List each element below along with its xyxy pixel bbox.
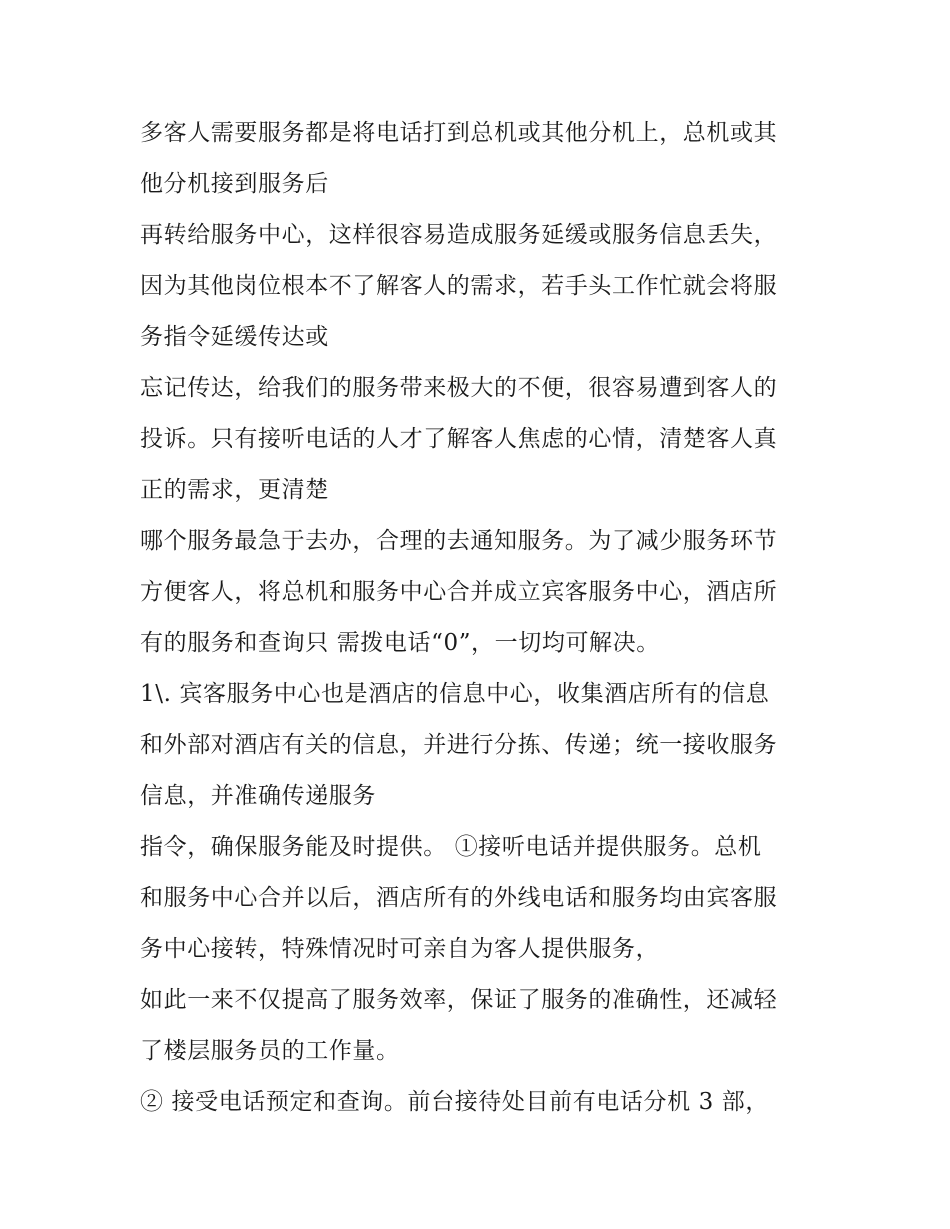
- text-line: 忘记传达，给我们的服务带来极大的不便，很容易遭到客人的: [140, 375, 778, 401]
- text-line: 务指令延缓传达或: [140, 324, 329, 350]
- document-body: [140, 108, 820, 1128]
- text-line: 正的需求，更清楚: [140, 477, 329, 503]
- text-line: 了楼层服务员的工作量。: [140, 1038, 400, 1064]
- text-line: ② 接受电话预定和查询。前台接待处目前有电话分机 3 部，: [140, 1089, 769, 1115]
- text-line: 务中心接转，特殊情况时可亲自为客人提供服务，: [140, 936, 660, 962]
- text-line: 和外部对酒店有关的信息，并进行分拣、传递；统一接收服务: [140, 732, 778, 758]
- text-line: 再转给服务中心，这样很容易造成服务延缓或服务信息丢失，: [140, 222, 778, 248]
- text-line: 投诉。只有接听电话的人才了解客人焦虑的心情，清楚客人真: [140, 426, 778, 452]
- text-line: 信息，并准确传递服务: [140, 783, 376, 809]
- text-line: 多客人需要服务都是将电话打到总机或其他分机上，总机或其: [140, 120, 778, 146]
- text-line: 如此一来不仅提高了服务效率，保证了服务的准确性，还减轻: [140, 987, 778, 1013]
- text-line: 有的服务和查询只 需拨电话“0”，一切均可解决。: [140, 630, 660, 656]
- text-line: 哪个服务最急于去办，合理的去通知服务。为了减少服务环节: [140, 528, 778, 554]
- text-line: 和服务中心合并以后，酒店所有的外线电话和服务均由宾客服: [140, 885, 778, 911]
- text-line: 指令，确保服务能及时提供。 ①接听电话并提供服务。总机: [140, 834, 762, 860]
- text-line: 1\. 宾客服务中心也是酒店的信息中心，收集酒店所有的信息: [140, 681, 770, 707]
- text-line: 因为其他岗位根本不了解客人的需求，若手头工作忙就会将服: [140, 273, 778, 299]
- text-line: 方便客人，将总机和服务中心合并成立宾客服务中心，酒店所: [140, 579, 778, 605]
- text-line: 他分机接到服务后: [140, 171, 329, 197]
